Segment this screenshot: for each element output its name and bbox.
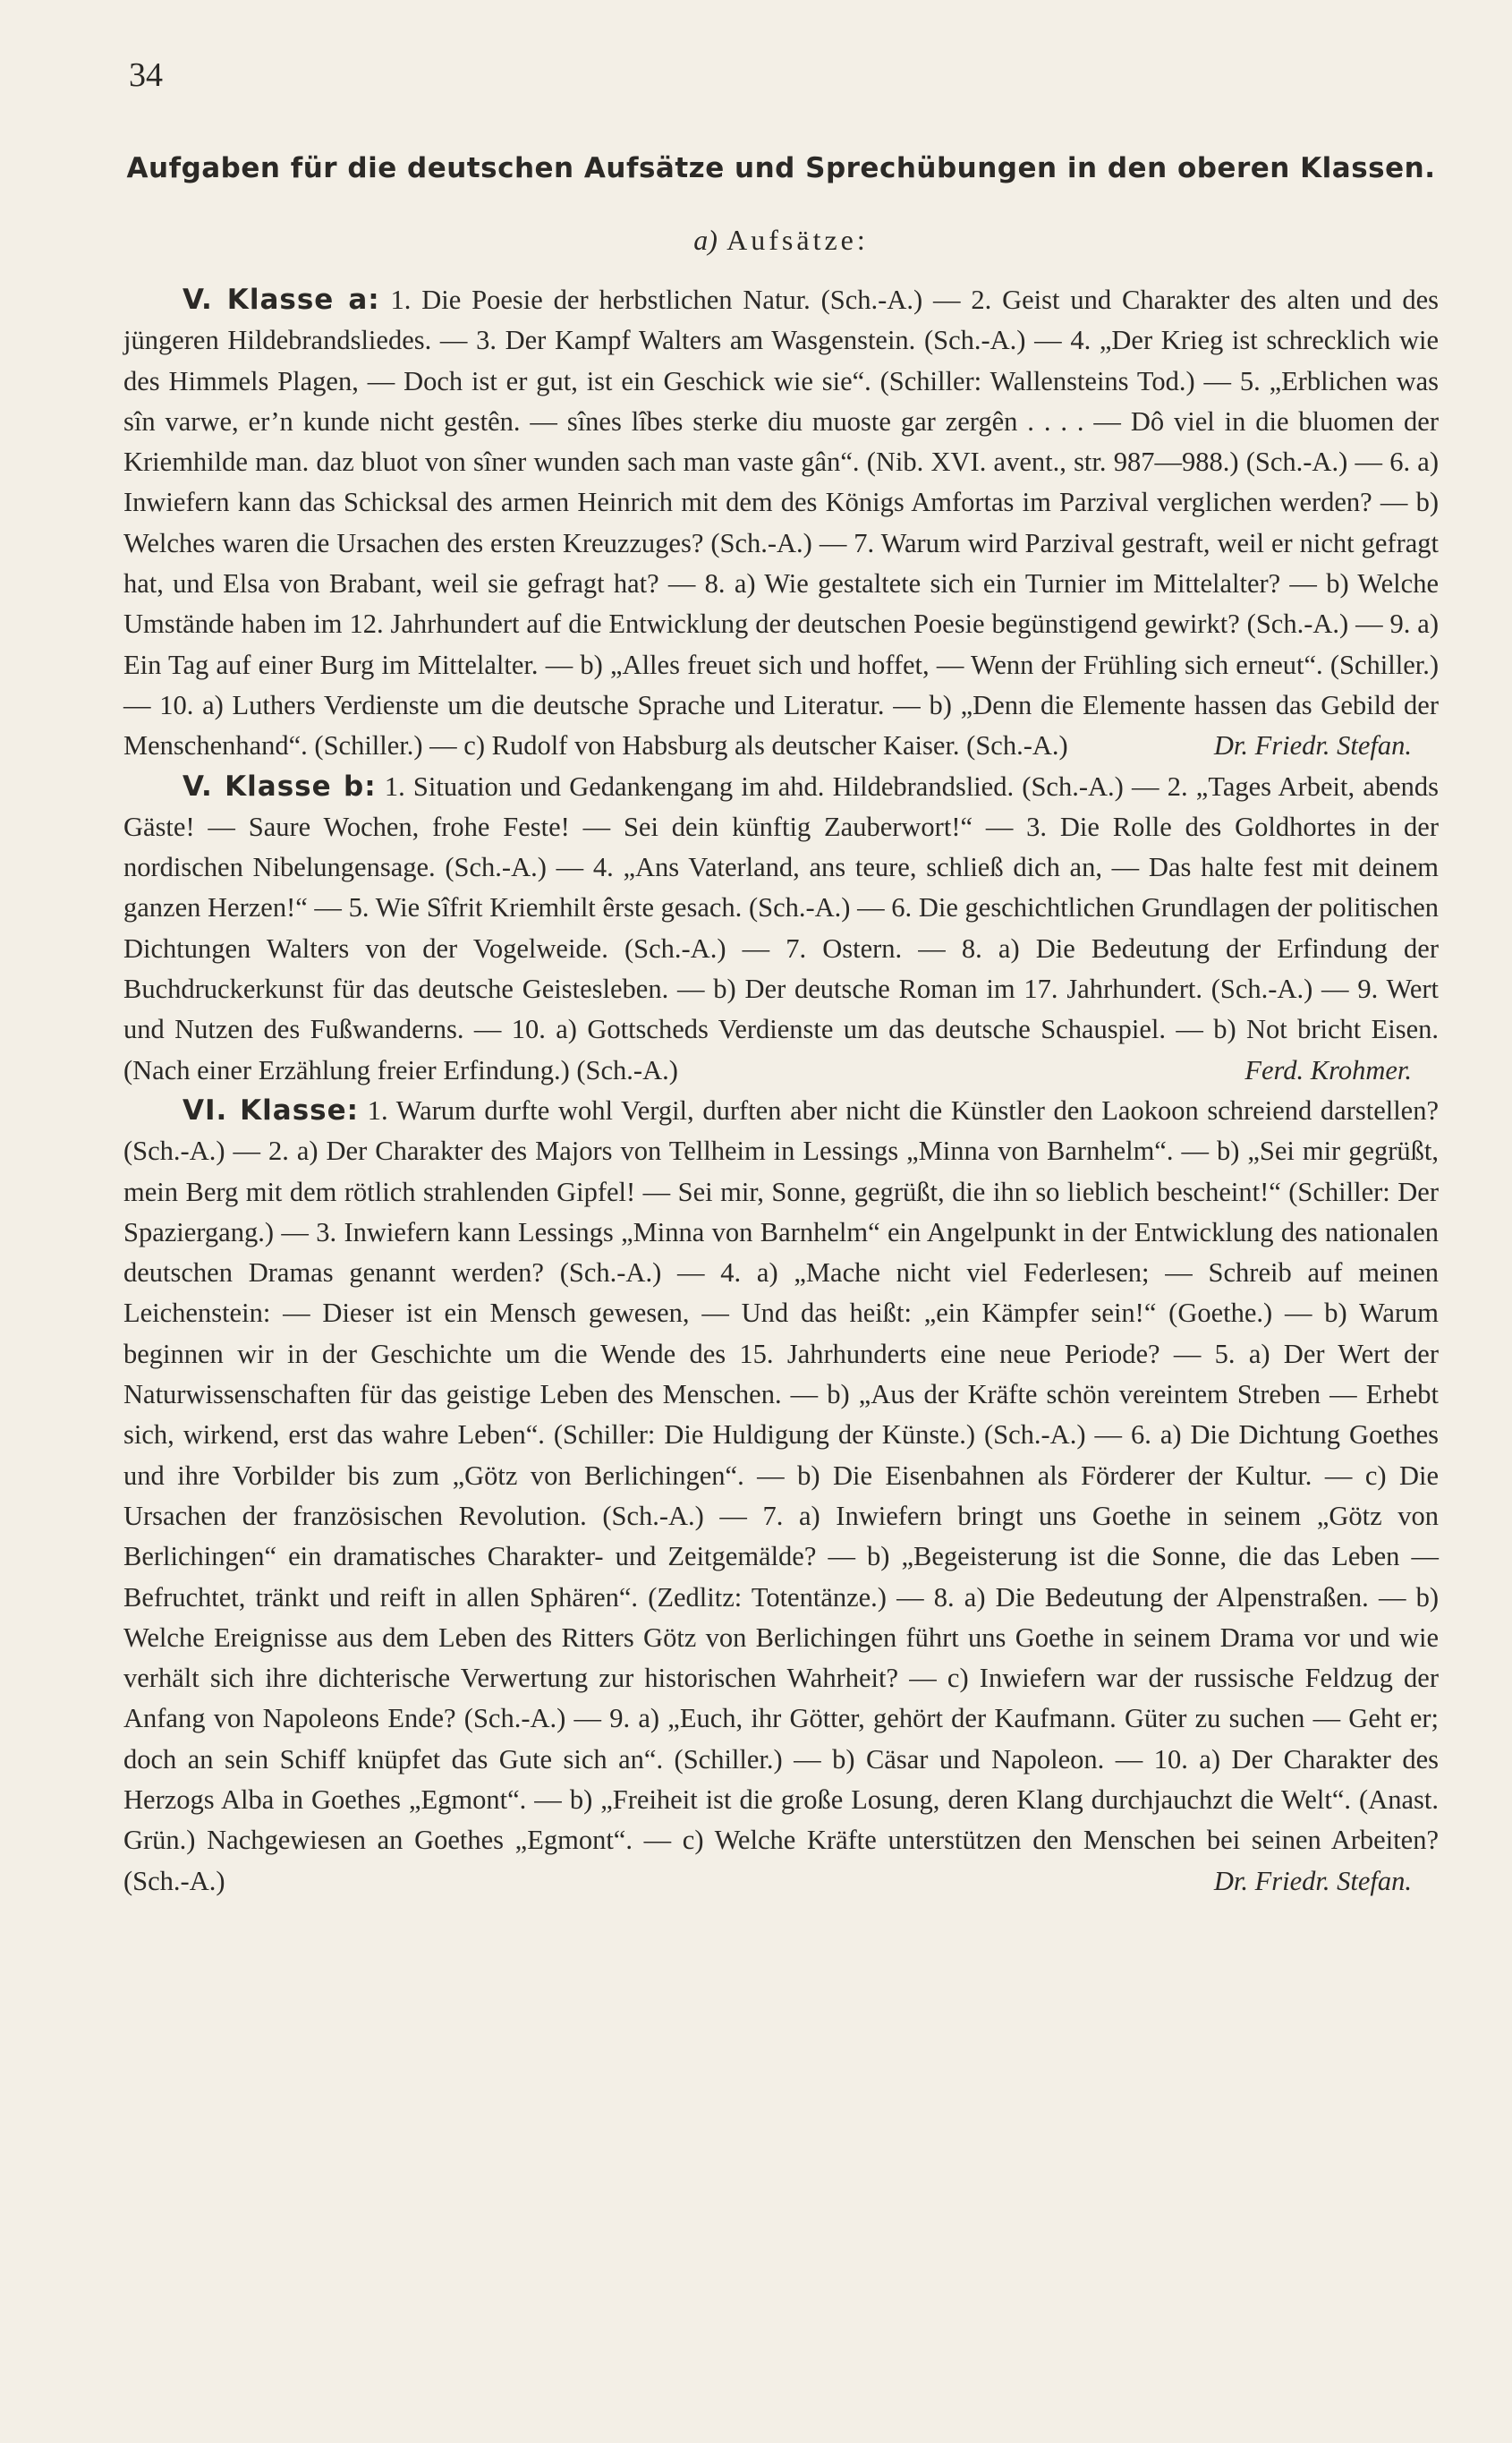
section-heading: VI. Klasse: — [183, 1094, 360, 1127]
section-heading: V. Klasse b: — [183, 770, 377, 803]
page-number: 34 — [129, 56, 163, 94]
section-text: 1. Warum durfte wohl Vergil, durften aber nicht die Künstler den Laokoon schreiend darstellen? (Sch.-A.) — 2. a) Der Charakter des Majors von Tellheim in Lessings „Minna von Barnhelm“. — b) „Sei mir gegrüßt, mein Berg mit dem rötlich strahlenden Gipfel! — Sei mir, Sonne, gegrüßt, die ihn so lieblich bescheint!“ (Schiller: Der Spaziergang.) — 3. Inwiefern kann Lessings „Minna von Barnhelm“ ein Angelpunkt in der Entwicklung des nationalen deutschen Dramas genannt werden? (Sch.-A.) — 4. a) „Mache nicht viel Federlesen; — Schreib auf meinen Leichenstein: — Dieser ist ein Mensch gewesen, — Und das heißt: „ein Kämpfer sein!“ (Goethe.) — b) Warum beginnen wir in der Geschichte um die Wende des 15. Jahrhunderts eine neue Periode? — 5. a) Der Wert der Naturwissenschaften für das geistige Leben des Menschen. — b) „Aus der Kräfte schön vereintem Streben — Erhebt sich, wirkend, erst das wahre Leben“. (Schiller: Die Huldigung der Künste.) (Sch.-A.) — 6. a) Die Dichtung Goethes und ihre Vorbilder bis zum „Götz von Berlichingen“. — b) Die Eisenbahnen als Förderer der Kultur. — c) Die Ursachen der französischen Revolution. (Sch.-A.) — 7. a) Inwiefern bringt uns Goethe in seinem „Götz von Berlichingen“ ein dramatisches Charakter- und Zeitgemälde? — b) „Begeisterung ist die Sonne, die das Leben — Befruchtet, tränkt und reift in allen Sphären“. (Zedlitz: Totentänze.) — 8. a) Die Bedeutung der Alpenstraßen. — b) Welche Ereignisse aus dem Leben des Ritters Götz von Berlichingen führt uns Goethe in seinem Drama vor und wie verhält sich ihre dichterische Verwertung zur historischen Wahrheit? — c) Inwiefern war der russische Feldzug der Anfang von Napoleons Ende? (Sch.-A.) — 9. a) „Euch, ihr Götter, gehört der Kaufmann. Güter zu suchen — Geht er; doch an sein Schiff knüpfet das Gute sich an“. (Schiller.) — b) Cäsar und Napoleon. — 10. a) Der Charakter des Herzogs Alba in Goethes „Egmont“. — b) „Freiheit ist die große Losung, deren Klang durchjauchzt die Welt“. (Anast. Grün.) Nachgewiesen an Goethes „Egmont“. — c) Welche Kräfte unterstützen den Menschen bei seinen Arbeiten? (Sch.-A.) — [123, 1094, 1439, 1896]
section-text: 1. Die Poesie der herbstlichen Natur. (Sch.-A.) — 2. Geist und Charakter des alten und des jüngeren Hildebrandsliedes. — 3. Der Kampf Walters am Wasgenstein. (Sch.-A.) — 4. „Der Krieg ist schrecklich wie des Himmels Plagen, — Doch ist er gut, ist ein Geschick wie sie“. (Schiller: Wallensteins Tod.) — 5. „Erblichen was sîn varwe, er’n kunde nicht gestên. — sînes lîbes sterke diu muoste gar zergên . . . . — Dô viel in die bluomen der Kriemhilde man. daz bluot von sîner wunden sach man vaste gân“. (Nib. XVI. avent., str. 987—988.) (Sch.-A.) — 6. a) Inwiefern kann das Schicksal des armen Heinrich mit dem des Königs Amfortas im Parzival verglichen werden? — b) Welches waren die Ursachen des ersten Kreuzzuges? (Sch.-A.) — 7. Warum wird Parzival gestraft, weil er nicht gefragt hat, und Elsa von Brabant, weil sie gefragt hat? — 8. a) Wie gestaltete sich ein Turnier im Mittelalter? — b) Welche Umstände haben im 12. Jahrhundert auf die Entwicklung der deutschen Poesie begünstigend gewirkt? (Sch.-A.) — 9. a) Ein Tag auf einer Burg im Mittelalter. — b) „Alles freuet sich und hoffet, — Wenn der Frühling sich erneut“. (Schiller.) — 10. a) Luthers Verdienste um die deutsche Sprache und Literatur. — b) „Denn die Elemente hassen das Gebild der Menschenhand“. (Schiller.) — c) Rudolf von Habsburg als deutscher Kaiser. (Sch.-A.) — [123, 285, 1440, 762]
section-subtitle — [123, 224, 1439, 257]
main-content — [123, 152, 1439, 1902]
section-klasse-5a — [123, 280, 1439, 767]
subtitle-prefix: a) — [693, 224, 718, 256]
author-signature: Dr. Friedr. Stefan. — [1213, 1865, 1412, 1896]
section-klasse-6 — [123, 1091, 1439, 1902]
section-heading: V. Klasse a: — [183, 284, 380, 316]
page-title: Aufgaben für die deutschen Aufsätze und Sprechübungen in den oberen Klassen. — [126, 152, 1436, 184]
author-signature: Dr. Friedr. Stefan. — [1213, 730, 1412, 762]
section-klasse-5b — [123, 767, 1439, 1091]
section-text: 1. Situation und Gedankengang im ahd. Hildebrandslied. (Sch.-A.) — 2. „Tages Arbeit, abends Gäste! — Saure Wochen, frohe Feste! — Sei dein künftig Zauberwort!“ — 3. Die Rolle des Goldhortes in der nordischen Nibelungensage. (Sch.-A.) — 4. „Ans Vaterland, ans teure, schließ dich an, — Das halte fest mit deinem ganzen Herzen!“ — 5. Wie Sîfrit Kriemhilt êrste gesach. (Sch.-A.) — 6. Die geschichtlichen Grundlagen der politischen Dichtungen Walters von der Vogelweide. (Sch.-A.) — 7. Ostern. — 8. a) Die Bedeutung der Erfindung der Buchdruckerkunst für das deutsche Geistesleben. — b) Der deutsche Roman im 17. Jahrhundert. (Sch.-A.) — 9. Wert und Nutzen des Fußwanderns. — 10. a) Gottscheds Verdienste um das deutsche Schauspiel. — b) Not bricht Eisen. (Nach einer Erzählung freier Erfindung.) (Sch.-A.) — [123, 770, 1439, 1085]
subtitle-text: Aufsätze: — [726, 224, 869, 256]
author-signature: Ferd. Krohmer. — [1244, 1054, 1412, 1085]
